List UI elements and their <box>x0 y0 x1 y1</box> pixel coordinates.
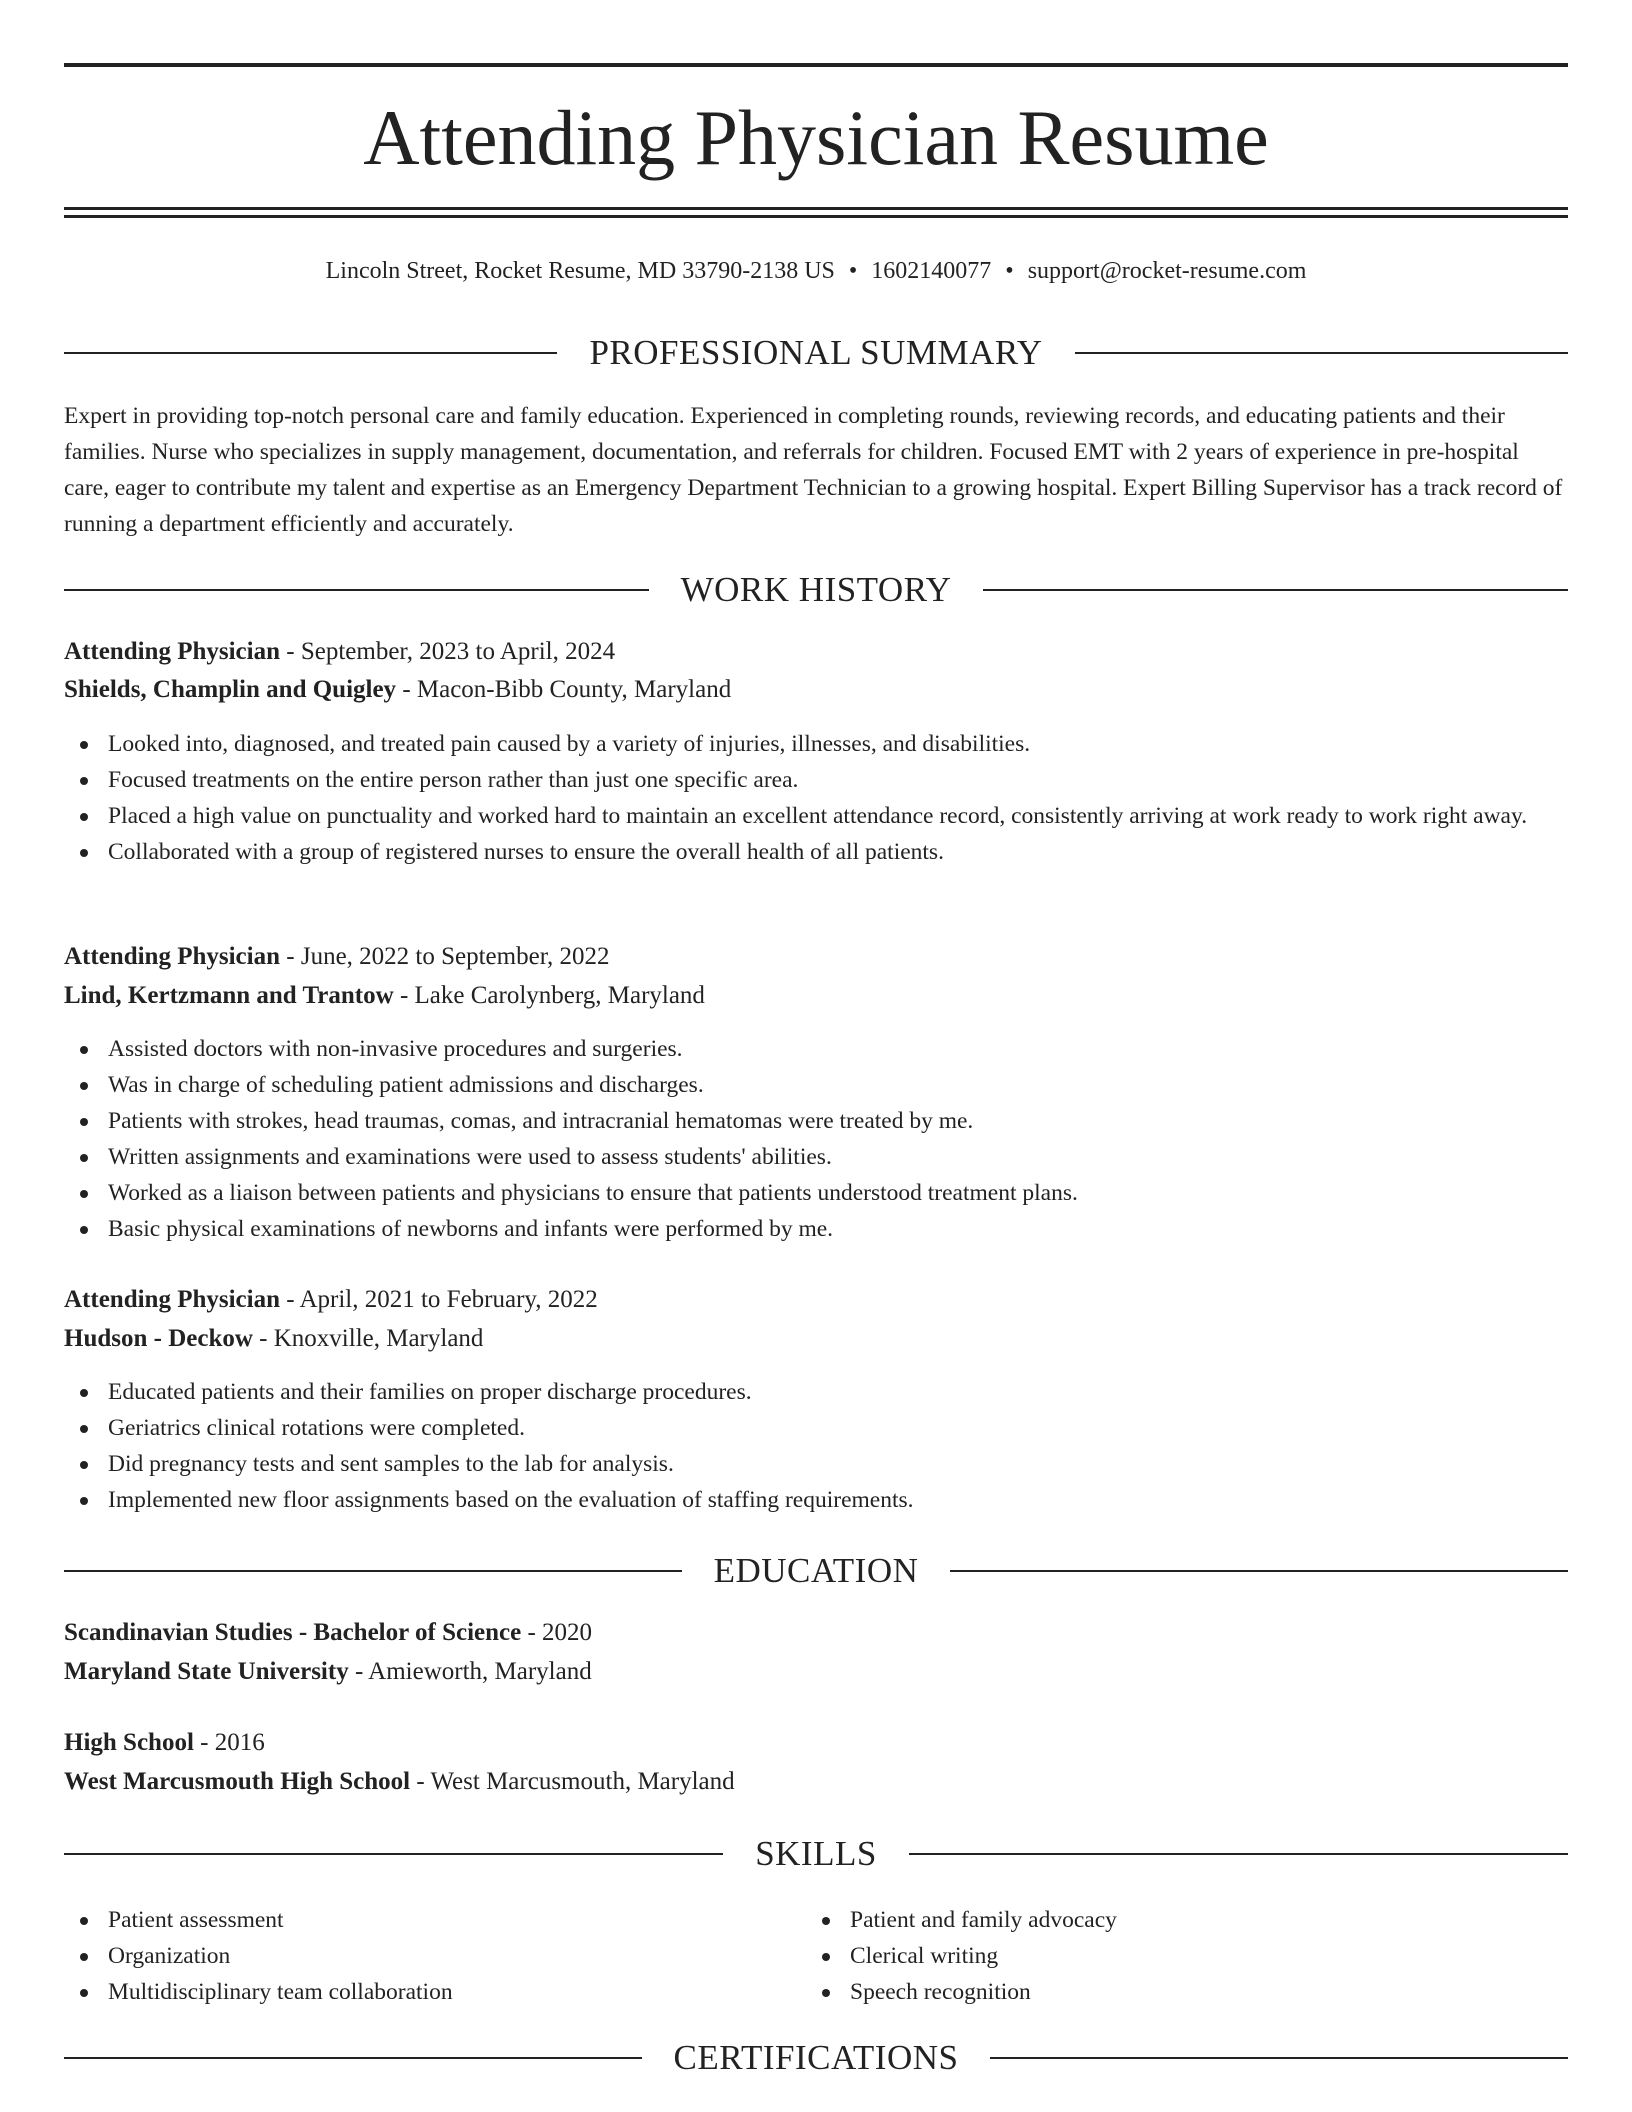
skills-list-left <box>64 1902 764 2010</box>
job-title-line <box>64 939 1568 975</box>
job-title: Attending Physician <box>64 943 281 970</box>
title-rule <box>64 215 1568 218</box>
list-item: Implemented new floor assignments based on the evaluation of staffing requirements. <box>64 1482 1568 1518</box>
contact-separator: • <box>1005 258 1014 284</box>
skill-item: Patient assessment <box>64 1902 764 1938</box>
list-item: Geriatrics clinical rotations were completed. <box>64 1410 1568 1446</box>
job-title-line <box>64 1282 1568 1318</box>
list-item: Looked into, diagnosed, and treated pain caused by a variety of injuries, illnesses, and disabilities. <box>64 726 1568 762</box>
job-title: Attending Physician <box>64 1286 281 1313</box>
contact-phone: 1602140077 <box>871 258 992 284</box>
section-rule <box>1075 352 1568 354</box>
list-item: Placed a high value on punctuality and worked hard to maintain an excellent attendance record, consistently arriving at work ready to work right away. <box>64 798 1568 834</box>
list-item: Written assignments and examinations were used to assess students' abilities. <box>64 1139 1568 1175</box>
education-degree: High School <box>64 1729 194 1756</box>
contact-address: Lincoln Street, Rocket Resume, MD 33790-2138 US <box>325 258 835 284</box>
section-title: EDUCATION <box>713 1551 919 1590</box>
section-title: CERTIFICATIONS <box>673 2038 959 2077</box>
job-location: - Lake Carolynberg, Maryland <box>393 982 705 1009</box>
section-heading-education <box>64 1551 1568 1591</box>
job-dates: - September, 2023 to April, 2024 <box>280 638 616 665</box>
list-item: Focused treatments on the entire person rather than just one specific area. <box>64 762 1568 798</box>
section-rule <box>64 589 649 591</box>
education-school-line <box>64 1764 1568 1800</box>
section-rule <box>983 589 1568 591</box>
section-title: WORK HISTORY <box>680 570 952 609</box>
job-dates: - June, 2022 to September, 2022 <box>280 943 610 970</box>
summary-text: Expert in providing top-notch personal care and family education. Experienced in completing rounds, reviewing records, and educating patients and their families. Nurse who specializes in supply management, documentation, and referrals for children. Focused EMT with 2 years of experience in pre-hospital care, eager to contribute my talent and expertise as an Emergency Department Technician to a growing hospital. Expert Billing Supervisor has a track record of running a department efficiently and accurately. <box>64 403 1563 537</box>
education-degree-line <box>64 1615 1568 1651</box>
contact-email: support@rocket-resume.com <box>1027 258 1307 284</box>
job-company: Hudson - Deckow <box>64 1325 253 1352</box>
education-degree: Scandinavian Studies - Bachelor of Science <box>64 1619 522 1646</box>
section-rule <box>909 1853 1568 1855</box>
job-company-line <box>64 672 1568 708</box>
skills-list-right <box>806 1902 1506 2010</box>
job-bullets <box>64 1374 1568 1518</box>
list-item: Patients with strokes, head traumas, comas, and intracranial hematomas were treated by me. <box>64 1103 1568 1139</box>
job-bullets <box>64 1031 1568 1247</box>
education-school-line <box>64 1654 1568 1690</box>
job-dates: - April, 2021 to February, 2022 <box>280 1286 598 1313</box>
education-degree-line <box>64 1725 1568 1761</box>
list-item: Assisted doctors with non-invasive procedures and surgeries. <box>64 1031 1568 1067</box>
section-rule <box>64 1853 723 1855</box>
skill-item: Multidisciplinary team collaboration <box>64 1974 764 2010</box>
skill-item: Clerical writing <box>806 1938 1506 1974</box>
section-title: SKILLS <box>755 1834 877 1873</box>
skill-item: Patient and family advocacy <box>806 1902 1506 1938</box>
job-title-line <box>64 634 1568 670</box>
list-item: Educated patients and their families on proper discharge procedures. <box>64 1374 1568 1410</box>
resume-title: Attending Physician Resume <box>363 94 1269 181</box>
education-year: - 2016 <box>193 1729 265 1756</box>
job-bullets <box>64 726 1568 870</box>
skill-item: Organization <box>64 1938 764 1974</box>
education-location: - West Marcusmouth, Maryland <box>410 1768 735 1795</box>
education-school: Maryland State University <box>64 1658 349 1685</box>
list-item: Worked as a liaison between patients and physicians to ensure that patients understood treatment plans. <box>64 1175 1568 1211</box>
contact-separator: • <box>848 258 858 284</box>
section-rule <box>64 2057 642 2059</box>
top-rule <box>64 63 1568 67</box>
list-item: Basic physical examinations of newborns and infants were performed by me. <box>64 1211 1568 1247</box>
job-company: Shields, Champlin and Quigley <box>64 676 397 703</box>
section-rule <box>950 1570 1568 1572</box>
skill-item: Speech recognition <box>806 1974 1506 2010</box>
job-company-line <box>64 1321 1568 1357</box>
section-rule <box>64 352 557 354</box>
contact-line <box>64 254 1568 288</box>
education-year: - 2020 <box>521 1619 593 1646</box>
section-title: PROFESSIONAL SUMMARY <box>589 333 1043 372</box>
job-title: Attending Physician <box>64 638 281 665</box>
list-item: Collaborated with a group of registered nurses to ensure the overall health of all patients. <box>64 834 1568 870</box>
job-company-line <box>64 978 1568 1014</box>
section-rule <box>64 1570 682 1572</box>
section-heading-work <box>64 570 1568 610</box>
list-item: Was in charge of scheduling patient admissions and discharges. <box>64 1067 1568 1103</box>
section-heading-skills <box>64 1834 1568 1874</box>
job-location: - Knoxville, Maryland <box>252 1325 484 1352</box>
title-rule <box>64 207 1568 210</box>
section-rule <box>990 2057 1568 2059</box>
section-heading-certifications <box>64 2038 1568 2078</box>
job-company: Lind, Kertzmann and Trantow <box>64 982 394 1009</box>
list-item: Did pregnancy tests and sent samples to the lab for analysis. <box>64 1446 1568 1482</box>
education-school: West Marcusmouth High School <box>64 1768 411 1795</box>
job-location: - Macon-Bibb County, Maryland <box>396 676 732 703</box>
education-location: - Amieworth, Maryland <box>348 1658 592 1685</box>
section-heading-summary <box>64 333 1568 373</box>
